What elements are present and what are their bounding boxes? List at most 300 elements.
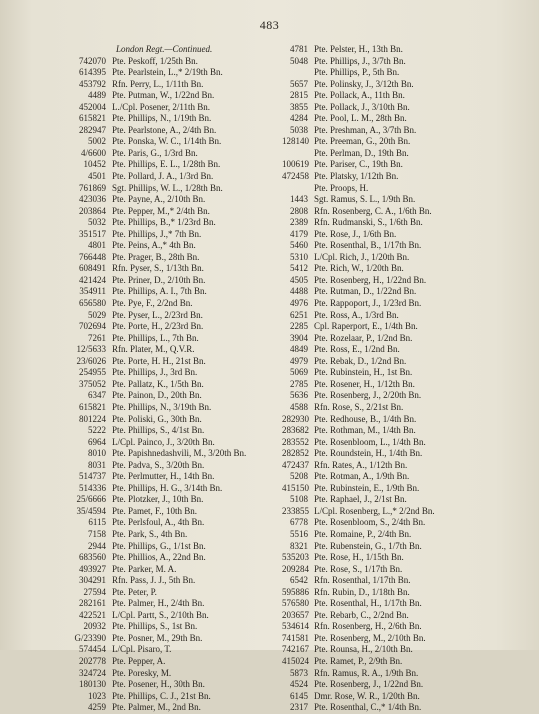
- service-number: 10452: [83, 159, 106, 170]
- soldier-entry: Pte. Pollard, J. A., 1/3rd Bn.: [112, 171, 214, 182]
- soldier-entry: Pte. Pelster, H., 13th Bn.: [314, 44, 403, 54]
- service-number: 2815: [290, 90, 308, 101]
- soldier-entry: Pte. Phillips, S., 4/1st Bn.: [112, 425, 205, 436]
- soldier-entry: Pte. Phillips, J., 3rd Bn.: [112, 367, 198, 378]
- roll-entry: [282, 194, 532, 206]
- roll-entry: [282, 113, 532, 125]
- soldier-entry: Pte. Porte, H. H., 21st Bn.: [112, 355, 206, 366]
- service-number: 741581: [282, 632, 309, 643]
- soldier-entry: Pte. Rutman, D., 1/22nd Bn.: [314, 286, 417, 297]
- roll-entry: [282, 367, 532, 379]
- roll-entry: [70, 679, 288, 691]
- soldier-entry: Rfn. Rosenthal, 1/17th Bn.: [314, 575, 411, 586]
- roll-entry: [282, 460, 532, 472]
- roll-entry: [70, 494, 288, 506]
- soldier-entry: Rfn. Ramus, R. A., 1/9th Bn.: [314, 667, 419, 678]
- roll-entry: [282, 102, 532, 114]
- soldier-entry: Pte. Ross, E., 1/2nd Bn.: [314, 344, 400, 355]
- roll-entry: [70, 79, 288, 91]
- soldier-entry: Pte. Phillips, J.,* 7th Bn.: [112, 228, 202, 239]
- service-number: 25/6666: [76, 494, 106, 505]
- service-number: 283682: [282, 425, 309, 436]
- soldier-entry: Pte. Polinsky, J., 3/12th Bn.: [314, 78, 414, 89]
- roll-entry: [282, 344, 532, 356]
- soldier-entry: Pte. Peter, P.: [112, 586, 157, 597]
- roll-entry: [70, 379, 288, 391]
- service-number: 493927: [79, 563, 106, 574]
- service-number: 209284: [282, 563, 309, 574]
- soldier-entry: Pte. Rosenberg, J., 2/20th Bn.: [314, 390, 422, 401]
- roll-entry: [282, 125, 532, 137]
- roll-entry: [70, 471, 288, 483]
- roll-entry: [70, 656, 288, 668]
- roll-entry: [70, 56, 288, 68]
- soldier-entry: Pte. Rounsa, H., 2/10th Bn.: [314, 644, 413, 655]
- soldier-entry: Pte. Rosener, H., 1/12th Bn.: [314, 378, 415, 389]
- left-roll-list: [70, 56, 288, 714]
- roll-entry: [282, 379, 532, 391]
- service-number: 3904: [290, 332, 308, 343]
- roll-entry: [282, 56, 532, 68]
- roll-entry: [70, 402, 288, 414]
- service-number: 203657: [282, 609, 309, 620]
- roll-entry: [70, 229, 288, 241]
- service-number: 27594: [83, 586, 106, 597]
- roll-entry: [282, 356, 532, 368]
- roll-entry: [282, 159, 532, 171]
- soldier-entry: Rfn. Rosenberg, H., 2/6th Bn.: [314, 621, 422, 632]
- roll-entry: [282, 67, 532, 79]
- roll-entry: [70, 113, 288, 125]
- roll-entry: [70, 390, 288, 402]
- roll-entry: [282, 148, 532, 160]
- soldier-entry: L/Cpl. Pisaro, T.: [112, 644, 172, 655]
- roll-entry: [70, 575, 288, 587]
- roll-entry: [70, 125, 288, 137]
- service-number: 5002: [88, 136, 106, 147]
- soldier-entry: Pte. Phillips, B.,* 1/23rd Bn.: [112, 217, 216, 228]
- roll-entry: [282, 575, 532, 587]
- roll-entry: [70, 517, 288, 529]
- roll-entry: [282, 691, 532, 703]
- soldier-entry: Cpl. Raperport, E., 1/4th Bn.: [314, 321, 418, 332]
- roll-entry: [70, 564, 288, 576]
- roll-entry: [282, 286, 532, 298]
- roll-entry: [70, 217, 288, 229]
- service-number: 8010: [88, 448, 106, 459]
- service-number: 100619: [282, 159, 309, 170]
- service-number: 472437: [282, 459, 309, 470]
- roll-entry: [70, 610, 288, 622]
- service-number: 452004: [79, 101, 106, 112]
- service-number: 761869: [79, 182, 106, 193]
- soldier-entry: Pte. Peins, A.,* 4th Bn.: [112, 240, 196, 251]
- soldier-entry: Pte. Phillips, C. J., 21st Bn.: [112, 690, 211, 701]
- roll-entry: [282, 598, 532, 610]
- service-number: 1443: [290, 194, 308, 205]
- soldier-entry: Pte. Rosenberg, H., 1/22nd Bn.: [314, 274, 427, 285]
- service-number: 375052: [79, 378, 106, 389]
- soldier-entry: Rfn. Rosenberg, C. A., 1/6th Bn.: [314, 205, 432, 216]
- service-number: 4259: [88, 702, 106, 713]
- soldier-entry: Pte. Padva, S., 3/20th Bn.: [112, 459, 205, 470]
- soldier-entry: L/Cpl. Partt, S., 2/10th Bn.: [112, 609, 209, 620]
- service-number: 415024: [282, 655, 309, 666]
- service-number: 615821: [79, 113, 106, 124]
- service-number: 4801: [88, 240, 106, 251]
- service-number: 203864: [79, 205, 106, 216]
- soldier-entry: Pte. Pollack, A., 11th Bn.: [314, 90, 405, 101]
- service-number: 4179: [290, 228, 308, 239]
- roll-entry: [70, 437, 288, 449]
- roll-entry: [70, 448, 288, 460]
- soldier-entry: Pte. Papishnedashvili, M., 3/20th Bn.: [112, 448, 247, 459]
- roll-entry: [70, 541, 288, 553]
- service-number: 5460: [290, 240, 308, 251]
- soldier-entry: Pte. Posner, M., 29th Bn.: [112, 632, 203, 643]
- roll-entry: [282, 517, 532, 529]
- soldier-entry: Pte. Poliski, G., 30th Bn.: [112, 413, 202, 424]
- soldier-entry: Sgt. Phillips, W. L., 1/28th Bn.: [112, 182, 223, 193]
- service-number: 282161: [79, 598, 106, 609]
- roll-entry: [70, 159, 288, 171]
- roll-entry: [70, 633, 288, 645]
- roll-entry: [282, 471, 532, 483]
- service-number: 282930: [282, 413, 309, 424]
- soldier-entry: Pte. Pamet, F., 10th Bn.: [112, 505, 198, 516]
- service-number: 8321: [290, 540, 308, 551]
- soldier-entry: Pte. Peskoff, 1/25th Bn.: [112, 55, 198, 66]
- soldier-entry: Pte. Rubenstein, G., 1/7th Bn.: [314, 540, 422, 551]
- soldier-entry: Pte. Perlsfoul, A., 4th Bn.: [112, 517, 205, 528]
- service-number: 415150: [282, 482, 309, 493]
- soldier-entry: Pte. Palmer, H., 2/4th Bn.: [112, 598, 205, 609]
- service-number: 608491: [79, 263, 106, 274]
- service-number: 23/6026: [76, 355, 106, 366]
- soldier-entry: Sgt. Ramus, S. L., 1/9th Bn.: [314, 194, 416, 205]
- service-number: 702694: [79, 321, 106, 332]
- service-number: 4976: [290, 298, 308, 309]
- service-number: 5038: [290, 124, 308, 135]
- soldier-entry: Dmr. Rose, W. R., 1/20th Bn.: [314, 690, 420, 701]
- soldier-entry: Pte. Parker, M. A.: [112, 563, 177, 574]
- service-number: [282, 148, 308, 160]
- service-number: 742167: [282, 644, 309, 655]
- roll-entry: [70, 310, 288, 322]
- service-number: 4524: [290, 679, 308, 690]
- soldier-entry: Pte. Phillips, J., 3/7th Bn.: [314, 55, 406, 66]
- roll-entry: [70, 644, 288, 656]
- service-number: 5636: [290, 390, 308, 401]
- service-number: 4979: [290, 355, 308, 366]
- service-number: 354911: [79, 286, 106, 297]
- service-number: 5412: [290, 263, 308, 274]
- service-number: 5108: [290, 494, 308, 505]
- right-roll-list: [282, 44, 532, 714]
- roll-entry: [282, 252, 532, 264]
- soldier-entry: Pte. Pallatz, K., 1/5th Bn.: [112, 378, 204, 389]
- soldier-entry: Pte. Phillips, N., 3/19th Bn.: [112, 401, 212, 412]
- service-number: 5048: [290, 55, 308, 66]
- service-number: 35/4594: [76, 505, 106, 516]
- soldier-entry: Pte. Rubinstein, E., 1/9th Bn.: [314, 482, 420, 493]
- roll-entry: [282, 414, 532, 426]
- section-heading: London Regt.—Continued.: [116, 44, 213, 54]
- roll-entry: [70, 67, 288, 79]
- soldier-entry: Pte. Paris, G., 1/3rd Bn.: [112, 147, 198, 158]
- roll-entry: [70, 691, 288, 703]
- soldier-entry: Pte. Platsky, 1/12th Bn.: [314, 171, 399, 182]
- roll-entry: [70, 668, 288, 680]
- service-number: 514336: [79, 482, 106, 493]
- soldier-entry: Pte. Rebarb, C., 2/2nd Bn.: [314, 609, 409, 620]
- soldier-entry: Pte. Pepper, A.: [112, 655, 166, 666]
- soldier-entry: Pte. Rappoport, J., 1/23rd Bn.: [314, 298, 422, 309]
- soldier-entry: Pte. Perlmutter, H., 14th Bn.: [112, 471, 215, 482]
- service-number: 534614: [282, 621, 309, 632]
- service-number: 576580: [282, 598, 309, 609]
- service-number: 4505: [290, 274, 308, 285]
- roll-entry: [70, 414, 288, 426]
- service-number: 683560: [79, 552, 106, 563]
- soldier-entry: Pte. Perlman, D., 19th Bn.: [314, 147, 409, 158]
- soldier-entry: Pte. Phillips, G., 1/1st Bn.: [112, 540, 206, 551]
- soldier-entry: Pte. Phillips, P., 5th Bn.: [314, 67, 400, 78]
- roll-entry: [282, 644, 532, 656]
- soldier-entry: Pte. Raphael, J., 2/1st Bn.: [314, 494, 407, 505]
- roll-entry: [70, 460, 288, 472]
- service-number: 453792: [79, 78, 106, 89]
- roll-entry: [282, 183, 532, 195]
- soldier-entry: Rfn. Pass, J. J., 5th Bn.: [112, 575, 196, 586]
- roll-entry: [70, 252, 288, 264]
- soldier-entry: Pte. Prager, B., 28th Bn.: [112, 251, 200, 262]
- soldier-entry: Pte. Rosenberg, J., 1/22nd Bn.: [314, 679, 424, 690]
- soldier-entry: L/Cpl. Rosenberg, L.,* 2/2nd Bn.: [314, 505, 435, 516]
- service-number: 351517: [79, 228, 106, 239]
- service-number: 7261: [88, 332, 106, 343]
- roll-entry: [70, 102, 288, 114]
- soldier-entry: Pte. Painon, D., 20th Bn.: [112, 390, 202, 401]
- soldier-entry: Pte. Pearlstein, L.,* 2/19th Bn.: [112, 67, 223, 78]
- soldier-entry: Pte. Rebak, D., 1/2nd Bn.: [314, 355, 407, 366]
- soldier-entry: Rfn. Rose, S., 2/21st Bn.: [314, 401, 404, 412]
- service-number: 4781: [290, 44, 308, 54]
- roll-entry: [282, 656, 532, 668]
- service-number: 12/5633: [76, 344, 106, 355]
- service-number: 5032: [88, 217, 106, 228]
- service-number: [282, 67, 308, 79]
- roll-entry: [70, 194, 288, 206]
- service-number: 2944: [88, 540, 106, 551]
- service-number: 656580: [79, 298, 106, 309]
- service-number: 6145: [290, 690, 308, 701]
- soldier-entry: Rfn. Rudmanski, S., 1/6th Bn.: [314, 217, 423, 228]
- soldier-entry: L/Cpl. Painco, J., 3/20th Bn.: [112, 436, 215, 447]
- roll-entry: [70, 333, 288, 345]
- roll-entry: [70, 240, 288, 252]
- service-number: 742070: [79, 55, 106, 66]
- left-column: [70, 44, 288, 714]
- roll-entry: [282, 310, 532, 322]
- service-number: 202778: [79, 655, 106, 666]
- service-number: 2285: [290, 321, 308, 332]
- roll-entry: [282, 206, 532, 218]
- service-number: 20932: [83, 621, 106, 632]
- service-number: 766448: [79, 251, 106, 262]
- roll-entry: [70, 483, 288, 495]
- roll-entry: [70, 587, 288, 599]
- service-number: 1023: [88, 690, 106, 701]
- service-number: 254955: [79, 367, 106, 378]
- roll-entry: [282, 587, 532, 599]
- soldier-entry: Pte. Park, S., 4th Bn.: [112, 528, 188, 539]
- soldier-entry: Pte. Payne, A., 2/10th Bn.: [112, 194, 206, 205]
- roll-entry: [70, 206, 288, 218]
- roll-entry: [282, 529, 532, 541]
- page-number: 483: [259, 18, 280, 32]
- roll-entry: [282, 668, 532, 680]
- roll-entry: [282, 298, 532, 310]
- roll-entry: [282, 506, 532, 518]
- soldier-entry: Pte. Rosenbloom, L., 1/4th Bn.: [314, 436, 426, 447]
- roll-entry: [282, 702, 532, 714]
- soldier-entry: Pte. Rozelaar, P., 1/2nd Bn.: [314, 332, 413, 343]
- soldier-entry: Pte. Rosenthal, C.,* 1/4th Bn.: [314, 702, 422, 713]
- soldier-entry: Pte. Preeman, G., 20th Bn.: [314, 136, 411, 147]
- soldier-entry: Pte. Ramet, P., 2/9th Bn.: [314, 655, 403, 666]
- soldier-entry: Pte. Rosenthal, B., 1/17th Bn.: [314, 240, 422, 251]
- service-number: 6251: [290, 309, 308, 320]
- roll-entry: [282, 44, 532, 56]
- roll-entry: [282, 437, 532, 449]
- soldier-entry: Pte. Ponska, W. C., 1/14th Bn.: [112, 136, 222, 147]
- roll-entry: [282, 448, 532, 460]
- service-number: 2317: [290, 702, 308, 713]
- soldier-entry: Pte. Phillios, A., 22nd Bn.: [112, 552, 206, 563]
- roll-entry: [282, 321, 532, 333]
- service-number: 5310: [290, 251, 308, 262]
- service-number: 8031: [88, 459, 106, 470]
- soldier-entry: L/Cpl. Rich, J., 1/20th Bn.: [314, 251, 410, 262]
- service-number: [282, 183, 308, 195]
- roll-entry: [282, 333, 532, 345]
- soldier-entry: Pte. Ross, A., 1/3rd Bn.: [314, 309, 399, 320]
- soldier-entry: Pte. Pepper, M.,* 2/4th Bn.: [112, 205, 210, 216]
- service-number: 304291: [79, 575, 106, 586]
- roll-entry: [282, 90, 532, 102]
- service-number: 4849: [290, 344, 308, 355]
- service-number: 5208: [290, 471, 308, 482]
- roll-entry: [282, 610, 532, 622]
- service-number: 233855: [282, 505, 309, 516]
- roll-entry: [70, 598, 288, 610]
- roll-entry: [70, 263, 288, 275]
- service-number: 4284: [290, 113, 308, 124]
- roll-entry: [282, 240, 532, 252]
- service-number: 615821: [79, 401, 106, 412]
- soldier-entry: Rfn. Perry, L., 1/11th Bn.: [112, 78, 204, 89]
- roll-entry: [282, 494, 532, 506]
- soldier-entry: Pte. Pearlstone, A., 2/4th Bn.: [112, 124, 217, 135]
- roll-entry: [282, 679, 532, 691]
- service-number: 5657: [290, 78, 308, 89]
- soldier-entry: Pte. Rosenthal, H., 1/17th Bn.: [314, 598, 422, 609]
- service-number: 5029: [88, 309, 106, 320]
- service-number: 4488: [290, 286, 308, 297]
- soldier-entry: Pte. Romaine, P., 2/4th Bn.: [314, 528, 412, 539]
- roll-entry: [70, 621, 288, 633]
- soldier-entry: Pte. Phillips, E. L., 1/28th Bn.: [112, 159, 221, 170]
- soldier-entry: Pte. Pool, L. M., 28th Bn.: [314, 113, 407, 124]
- soldier-entry: Pte. Porte, H., 2/23rd Bn.: [112, 321, 204, 332]
- soldier-entry: Pte. Pyser, L., 2/23rd Bn.: [112, 309, 203, 320]
- soldier-entry: Pte. Phillips, A. I., 7th Bn.: [112, 286, 207, 297]
- soldier-entry: Pte. Plotzker, J., 10th Bn.: [112, 494, 204, 505]
- service-number: G/23390: [74, 632, 106, 643]
- service-number: 421424: [79, 274, 106, 285]
- roll-entry: [70, 148, 288, 160]
- roll-entry: [282, 483, 532, 495]
- roll-entry: [282, 263, 532, 275]
- roll-entry: [282, 171, 532, 183]
- roll-entry: [70, 298, 288, 310]
- soldier-entry: Pte. Rose, S., 1/17th Bn.: [314, 563, 403, 574]
- roll-entry: [70, 367, 288, 379]
- soldier-entry: Pte. Phillips, L., 7th Bn.: [112, 332, 199, 343]
- service-number: 472458: [282, 171, 309, 182]
- service-number: 6542: [290, 575, 308, 586]
- soldier-entry: Pte. Rosenberg, M., 2/10th Bn.: [314, 632, 426, 643]
- service-number: 5069: [290, 367, 308, 378]
- service-number: 535203: [282, 552, 309, 563]
- roll-entry: [70, 552, 288, 564]
- service-number: 2785: [290, 378, 308, 389]
- service-number: 4501: [88, 171, 106, 182]
- roll-entry: [70, 275, 288, 287]
- soldier-entry: Pte. Phillips, H. G., 3/14th Bn.: [112, 482, 223, 493]
- service-number: 5222: [88, 425, 106, 436]
- service-number: 128140: [282, 136, 309, 147]
- soldier-entry: Pte. Rothman, M., 1/4th Bn.: [314, 425, 416, 436]
- service-number: 5516: [290, 528, 308, 539]
- roll-entry: [70, 286, 288, 298]
- service-number: 282852: [282, 448, 309, 459]
- roll-entry: [282, 275, 532, 287]
- roll-entry: [282, 541, 532, 553]
- roll-entry: [282, 633, 532, 645]
- service-number: 4588: [290, 401, 308, 412]
- roll-entry: [282, 136, 532, 148]
- service-number: 2808: [290, 205, 308, 216]
- soldier-entry: Pte. Poresky, M.: [112, 667, 172, 678]
- soldier-entry: Pte. Proops, H.: [314, 182, 369, 193]
- service-number: 6778: [290, 517, 308, 528]
- soldier-entry: Pte. Rubinstein, H., 1st Bn.: [314, 367, 413, 378]
- roll-entry: [282, 79, 532, 91]
- soldier-entry: Pte. Redhouse, B., 1/4th Bn.: [314, 413, 417, 424]
- service-number: 423036: [79, 194, 106, 205]
- soldier-entry: Rfn. Rates, A., 1/12th Bn.: [314, 459, 408, 470]
- soldier-entry: Pte. Rosenbloom, S., 2/4th Bn.: [314, 517, 426, 528]
- soldier-entry: Rfn. Pyser, S., 1/13th Bn.: [112, 263, 204, 274]
- roll-entry: [70, 90, 288, 102]
- roll-entry: [70, 344, 288, 356]
- roll-entry: [282, 425, 532, 437]
- right-column: [282, 44, 532, 714]
- roll-entry: [70, 702, 288, 714]
- soldier-entry: Rfn. Rubin, D., 1/18th Bn.: [314, 586, 410, 597]
